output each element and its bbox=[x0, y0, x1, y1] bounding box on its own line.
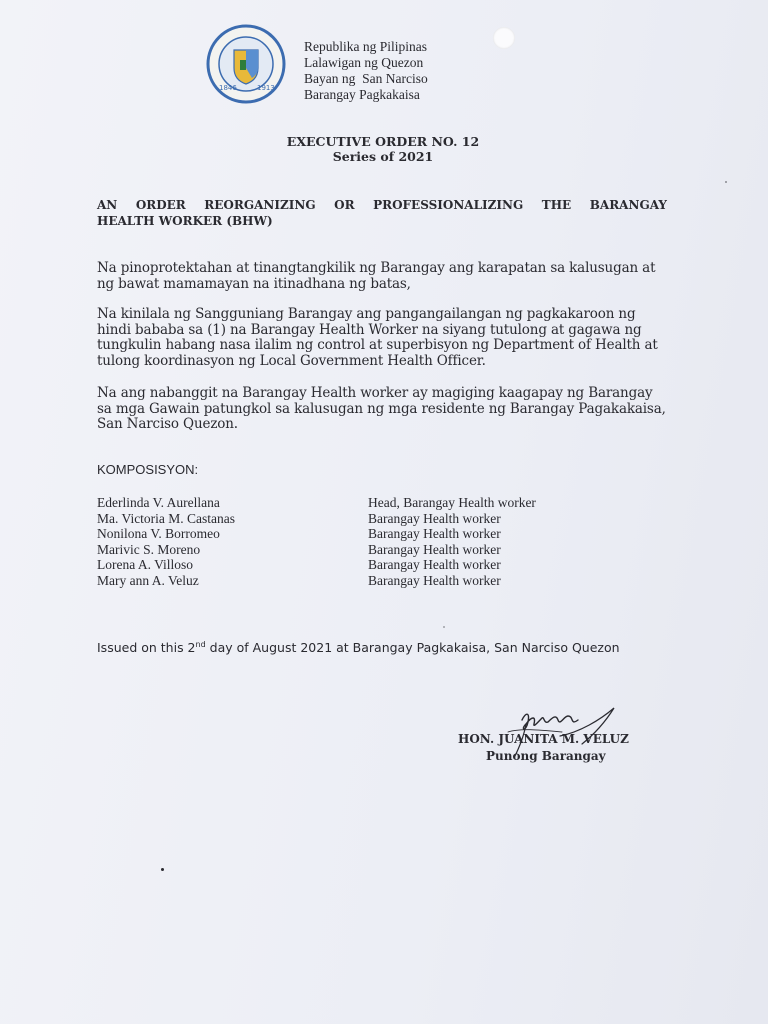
letterhead-line: Lalawigan ng Quezon bbox=[304, 55, 424, 70]
member-name: Marivic S. Moreno bbox=[97, 541, 201, 557]
order-number: EXECUTIVE ORDER NO. 12 bbox=[286, 134, 480, 149]
order-subject bbox=[97, 197, 667, 229]
issued-ordinal: nd bbox=[195, 640, 206, 649]
issued-suffix: day of August 2021 at Barangay Pagkakaisa, San Narciso Quezon bbox=[205, 640, 620, 655]
member-name: Ederlinda V. Aurellana bbox=[97, 495, 220, 510]
letterhead-line: Bayan ng San Narciso bbox=[304, 71, 428, 86]
executive-order-title bbox=[0, 134, 768, 164]
list-item bbox=[97, 542, 657, 558]
member-role: Head, Barangay Health worker bbox=[368, 495, 536, 510]
order-series: Series of 2021 bbox=[332, 149, 434, 164]
letterhead bbox=[304, 39, 428, 103]
subject-word: BARANGAY bbox=[589, 198, 667, 212]
punch-hole bbox=[493, 27, 515, 49]
subject-word: AN bbox=[97, 198, 118, 212]
issued-statement bbox=[97, 636, 657, 656]
paper-speck bbox=[725, 181, 727, 183]
whereas-paragraph-3: Na ang nabanggit na Barangay Health worker ay magiging kaagapay ng Barangay sa mga Gawain patungkol sa kalusugan ng mga residente ng Barangay Pagakakaisa, San Narciso Quezon. bbox=[97, 385, 666, 432]
seal-year-left: 1846 bbox=[219, 84, 237, 92]
barangay-seal-logo bbox=[204, 24, 288, 104]
subject-word: PROFESSIONALIZING bbox=[373, 198, 524, 212]
issued-prefix: Issued on this 2 bbox=[97, 640, 196, 655]
paper-speck bbox=[443, 626, 445, 628]
seal-year-right: 1913 bbox=[257, 84, 275, 92]
member-role: Barangay Health worker bbox=[368, 541, 501, 557]
subject-word: OR bbox=[334, 198, 355, 212]
subject-word: THE bbox=[541, 198, 572, 212]
member-name: Nonilona V. Borromeo bbox=[97, 526, 220, 541]
list-item bbox=[97, 557, 657, 573]
composition-label: KOMPOSISYON: bbox=[97, 462, 199, 477]
list-item bbox=[97, 511, 657, 527]
member-role: Barangay Health worker bbox=[368, 572, 501, 588]
composition-list bbox=[97, 495, 657, 588]
list-item bbox=[97, 573, 657, 589]
whereas-paragraph-1: Na pinoprotektahan at tinangtangkilik ng Barangay ang karapatan sa kalusugan at ng bawat mamamayan na itinadhana ng batas, bbox=[97, 260, 656, 292]
list-item bbox=[97, 495, 657, 511]
member-name: Ma. Victoria M. Castanas bbox=[97, 510, 236, 526]
list-item bbox=[97, 526, 657, 542]
whereas-paragraph-2: Na kinilala ng Sangguniang Barangay ang pangangailangan ng pagkakaroon ng hindi bababa sa (1) na Barangay Health Worker na siyang tutulong at gagawa ng tungkulin habang nasa ilalim ng control at superbisyon ng Department of Health at tulong koordinasyon ng Local Government Health Officer. bbox=[97, 306, 658, 369]
letterhead-line: Republika ng Pilipinas bbox=[304, 39, 427, 54]
subject-line-1 bbox=[97, 197, 667, 213]
member-role: Barangay Health worker bbox=[368, 510, 501, 526]
member-role: Barangay Health worker bbox=[368, 526, 501, 541]
subject-line-2: HEALTH WORKER (BHW) bbox=[97, 214, 273, 228]
signatory-name: HON. JUANITA M. VELUZ bbox=[458, 732, 629, 746]
signatory-title: Punong Barangay bbox=[486, 749, 606, 763]
subject-word: REORGANIZING bbox=[204, 198, 316, 212]
subject-word: ORDER bbox=[135, 198, 186, 212]
paper-speck bbox=[161, 868, 164, 871]
member-name: Mary ann A. Veluz bbox=[97, 572, 199, 588]
letterhead-line: Barangay Pagkakaisa bbox=[304, 87, 420, 102]
handwritten-signature bbox=[500, 702, 630, 762]
member-role: Barangay Health worker bbox=[368, 557, 501, 572]
member-name: Lorena A. Villoso bbox=[97, 557, 194, 572]
